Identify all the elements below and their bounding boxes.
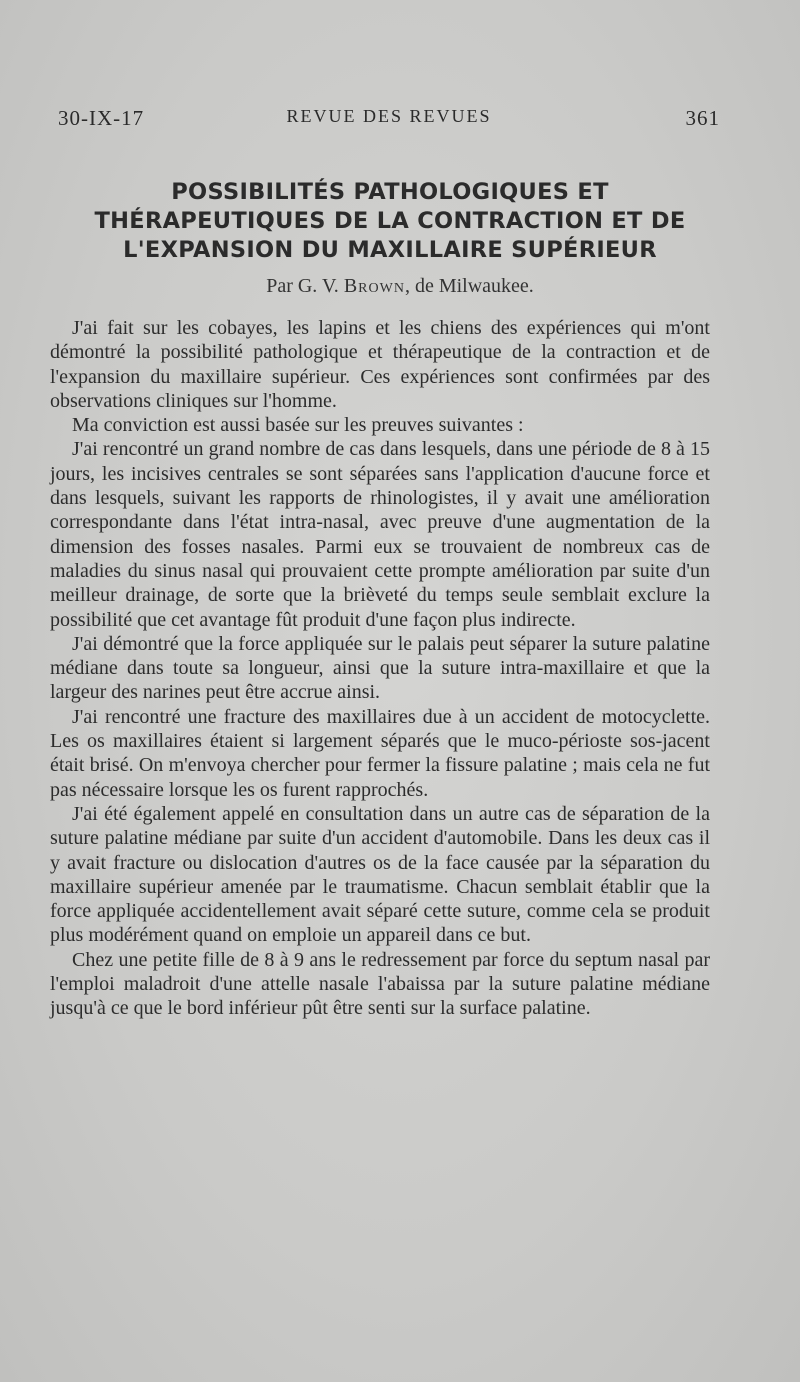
byline	[50, 275, 750, 298]
header-journal: REVUE DES REVUES	[286, 106, 492, 126]
article-title	[50, 178, 730, 265]
paragraph: Ma conviction est aussi basée sur les preuves suivantes :	[72, 414, 524, 437]
title-line: L'EXPANSION DU MAXILLAIRE SUPÉRIEUR	[123, 237, 657, 263]
paragraph: J'ai rencontré un grand nombre de cas dans lesquels, dans une période de 8 à 15 jours, les incisives centrales se sont séparées sans l'application d'aucune force et dans lesquels, suivant les rapports de rhinologistes, il y avait une amélioration correspondante dans l'état intra-nasal, avec preuve d'une augmentation de la dimension des fosses nasales. Parmi eux se trouvaient de nombreux cas de maladies du sinus nasal qui prouvaient cette prompte amélioration par suite d'un meilleur drainage, de sorte que la brièveté du temps seule semblait exclure la possibilité que cet avantage fût produit d'une façon plus indirecte.	[50, 438, 710, 631]
paragraph: J'ai rencontré une fracture des maxillaires due à un accident de motocyclette. Les os maxillaires étaient si largement séparés que le muco-périoste sos-jacent était brisé. On m'envoya chercher pour fermer la fissure palatine ; mais cela ne fut pas nécessaire lorsque les os furent rapprochés.	[50, 705, 710, 801]
byline-suffix: , de Milwaukee.	[404, 275, 534, 297]
header-date: 30-IX-17	[58, 106, 145, 130]
title-line: POSSIBILITÉS PATHOLOGIQUES ET	[171, 179, 609, 205]
title-line: THÉRAPEUTIQUES DE LA CONTRACTION ET DE	[94, 208, 686, 234]
article-body	[50, 316, 710, 1021]
byline-author: Brown	[343, 275, 405, 297]
paragraph: J'ai été également appelé en consultation dans un autre cas de séparation de la suture palatine médiane par suite d'un accident d'automobile. Dans les deux cas il y avait fracture ou dislocation d'autres os de la face causée par la séparation du maxillaire supérieur amenée par le traumatisme. Chacun semblait établir que la force appliquée accidentellement avait séparé cette suture, comme cela se produit plus modérément quand on emploie un appareil dans ce but.	[50, 802, 710, 947]
header-page-number: 361	[685, 106, 720, 130]
running-header	[58, 106, 720, 136]
byline-prefix: Par G. V.	[266, 275, 339, 297]
paragraph: J'ai démontré que la force appliquée sur le palais peut séparer la suture palatine médiane dans toute sa longueur, ainsi que la suture intra-maxillaire et que la largeur des narines peut être accrue ainsi.	[50, 632, 710, 704]
paragraph: J'ai fait sur les cobayes, les lapins et les chiens des expériences qui m'ont démontré la possibilité pathologique et thérapeutique de la contraction et de l'expansion du maxillaire supérieur. Ces expériences sont confirmées par des observations cliniques sur l'homme.	[50, 317, 710, 412]
paragraph: Chez une petite fille de 8 à 9 ans le redressement par force du septum nasal par l'emploi maladroit d'une attelle nasale l'abaissa par la suture palatine médiane jusqu'à ce que le bord inférieur pût être senti sur la surface palatine.	[50, 948, 710, 1020]
